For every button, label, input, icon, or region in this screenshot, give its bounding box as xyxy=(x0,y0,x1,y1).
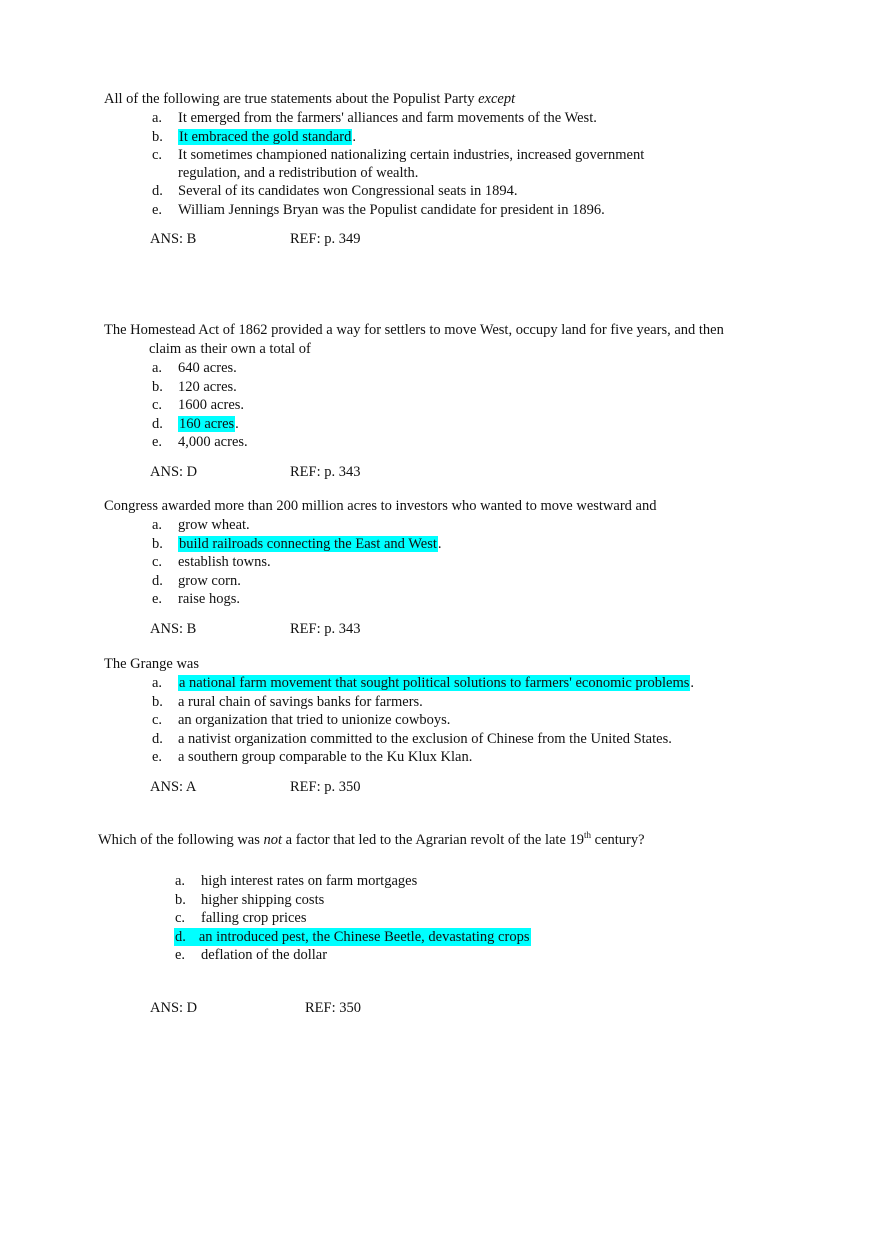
option-letter: b. xyxy=(152,535,163,552)
highlighted-answer: 160 acres xyxy=(179,415,235,432)
stem-emphasis: except xyxy=(478,91,516,107)
stem-text: a factor that led to the Agrarian revolt of the late 19 xyxy=(282,832,585,848)
option-text: an introduced pest, the Chinese Beetle, devastating crops xyxy=(198,928,530,945)
option-b xyxy=(98,891,818,910)
question-stem xyxy=(104,497,804,516)
options-list xyxy=(104,359,804,452)
option-a xyxy=(104,109,804,128)
option-letter: a. xyxy=(152,517,163,533)
option-text: 120 acres. xyxy=(178,378,237,395)
question-3 xyxy=(104,497,804,641)
option-d xyxy=(104,182,804,201)
option-c xyxy=(104,711,804,730)
option-suffix: . xyxy=(352,128,356,145)
option-letter: d. xyxy=(175,928,186,945)
reference: REF: p. 343 xyxy=(290,463,361,480)
option-letter: e. xyxy=(152,591,163,607)
option-c xyxy=(104,146,804,182)
option-text: falling crop prices xyxy=(201,910,307,926)
highlighted-answer xyxy=(174,928,531,947)
answer-line xyxy=(104,621,804,641)
option-text: William Jennings Bryan was the Populist candidate for president in 1896. xyxy=(178,201,605,218)
option-letter: d. xyxy=(152,415,163,432)
stem-text: The Homestead Act of 1862 provided a way for settlers to move West, occupy land for five years, and then xyxy=(104,322,724,338)
option-letter: b. xyxy=(152,378,163,395)
option-suffix: . xyxy=(235,415,239,432)
stem-text: century? xyxy=(591,832,645,848)
option-letter: c. xyxy=(152,147,163,163)
option-text: high interest rates on farm mortgages xyxy=(201,873,418,889)
option-text: an organization that tried to unionize cowboys. xyxy=(178,712,451,728)
option-text: a nativist organization committed to the exclusion of Chinese from the United States. xyxy=(178,730,672,747)
option-b xyxy=(104,693,804,712)
question-stem xyxy=(104,321,804,359)
option-letter: c. xyxy=(175,910,186,926)
option-e xyxy=(98,946,818,965)
option-letter: e. xyxy=(152,434,163,450)
option-letter: b. xyxy=(152,128,163,145)
option-d xyxy=(104,572,804,591)
question-2 xyxy=(104,321,804,484)
option-d xyxy=(104,730,804,749)
option-letter: c. xyxy=(152,712,163,728)
option-e xyxy=(104,748,804,767)
option-text: 4,000 acres. xyxy=(178,434,248,450)
option-a xyxy=(104,516,804,535)
answer-line xyxy=(104,464,804,484)
option-b xyxy=(104,378,804,397)
option-a xyxy=(104,359,804,378)
option-letter: d. xyxy=(152,572,163,589)
stem-superscript: th xyxy=(584,830,592,841)
answer-key: ANS: A xyxy=(150,778,197,795)
answer-key: ANS: D xyxy=(150,999,198,1016)
option-text: deflation of the dollar xyxy=(201,947,328,963)
option-text: a southern group comparable to the Ku Klux Klan. xyxy=(178,749,473,765)
highlighted-answer: It embraced the gold standard xyxy=(179,128,352,145)
question-1 xyxy=(104,90,804,251)
option-c xyxy=(104,553,804,572)
option-text-continued: regulation, and a redistribution of wealth. xyxy=(178,165,419,181)
highlighted-answer: a national farm movement that sought political solutions to farmers' economic problems xyxy=(179,675,690,691)
stem-text: All of the following are true statements about the Populist Party xyxy=(104,91,479,107)
option-letter: a. xyxy=(175,873,186,889)
option-letter: b. xyxy=(175,891,186,908)
answer-line xyxy=(104,231,804,251)
option-a xyxy=(98,872,818,891)
question-stem xyxy=(104,655,804,674)
options-list xyxy=(104,674,804,767)
option-text: It emerged from the farmers' alliances and farm movements of the West. xyxy=(178,110,597,126)
option-b xyxy=(104,128,804,147)
options-list xyxy=(104,516,804,609)
answer-line xyxy=(104,779,804,799)
option-text: grow wheat. xyxy=(178,517,250,533)
stem-text: The Grange was xyxy=(104,656,200,672)
option-text: It sometimes championed nationalizing certain industries, increased government xyxy=(178,147,645,163)
option-letter: e. xyxy=(175,947,186,963)
option-a xyxy=(104,674,804,693)
answer-key: ANS: D xyxy=(150,463,198,480)
reference: REF: p. 350 xyxy=(290,778,361,795)
reference: REF: 350 xyxy=(305,999,361,1016)
option-text: establish towns. xyxy=(178,554,271,570)
option-e xyxy=(104,433,804,452)
answer-line xyxy=(98,1000,818,1020)
reference: REF: p. 343 xyxy=(290,620,361,637)
stem-text-continued: claim as their own a total of xyxy=(149,341,311,357)
option-c xyxy=(104,396,804,415)
option-letter: d. xyxy=(152,730,163,747)
option-d xyxy=(98,928,818,947)
option-text: 1600 acres. xyxy=(178,397,245,413)
option-text: raise hogs. xyxy=(178,591,241,607)
options-list xyxy=(104,109,804,219)
question-4 xyxy=(104,655,804,799)
option-letter: c. xyxy=(152,397,163,413)
option-letter: e. xyxy=(152,201,163,218)
stem-text: Which of the following was xyxy=(98,832,264,848)
option-b xyxy=(104,535,804,554)
option-e xyxy=(104,590,804,609)
option-text: 640 acres. xyxy=(178,360,237,376)
option-c xyxy=(98,909,818,928)
stem-text: Congress awarded more than 200 million acres to investors who wanted to move westward and xyxy=(104,498,657,514)
reference: REF: p. 349 xyxy=(290,231,361,247)
highlighted-answer: build railroads connecting the East and West xyxy=(179,535,437,552)
option-letter: e. xyxy=(152,749,163,765)
answer-key: ANS: B xyxy=(150,620,197,637)
options-list xyxy=(98,872,818,965)
question-stem xyxy=(104,90,804,109)
stem-emphasis: not xyxy=(263,832,283,848)
option-letter: a. xyxy=(152,675,163,691)
option-e xyxy=(104,201,804,220)
option-text: Several of its candidates won Congressional seats in 1894. xyxy=(178,183,518,199)
option-d xyxy=(104,415,804,434)
option-text: grow corn. xyxy=(178,572,241,589)
question-5 xyxy=(98,831,818,1020)
answer-key: ANS: B xyxy=(150,231,197,247)
option-text: a rural chain of savings banks for farmers. xyxy=(178,693,423,710)
option-letter: c. xyxy=(152,554,163,570)
option-text: higher shipping costs xyxy=(201,891,325,908)
option-letter: d. xyxy=(152,183,163,199)
option-suffix: . xyxy=(690,675,695,691)
option-letter: a. xyxy=(152,110,163,126)
option-letter: a. xyxy=(152,360,163,376)
question-stem xyxy=(98,831,818,850)
option-suffix: . xyxy=(437,535,442,552)
option-letter: b. xyxy=(152,693,163,710)
